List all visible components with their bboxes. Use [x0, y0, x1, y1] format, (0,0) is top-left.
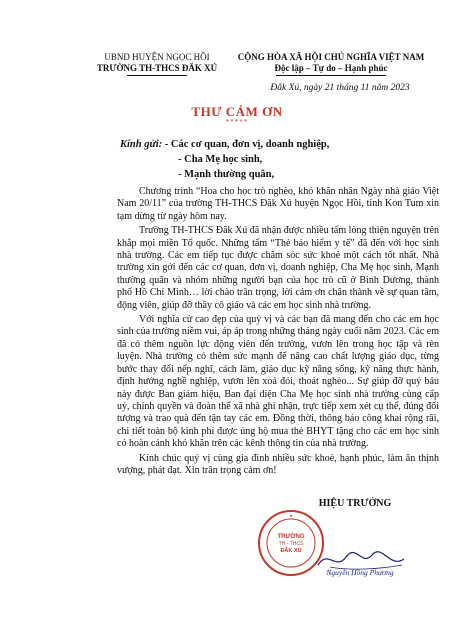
greeting-label: Kính gửi:: [120, 139, 163, 150]
letter-title: THƯ CẢM ƠN: [191, 104, 283, 119]
letter-date: Đắk Xú, ngày 21 tháng 11 năm 2023: [270, 83, 410, 93]
body-paragraph: Với nghĩa cử cao đẹp của quý vị và các bạn đã mang đến cho các em học sinh của trường niềm vui, áp áp trong những tháng ngày cuối năm 2023. Các em đã có thêm nguồn lực động viên đến trường, vươn lên trong học tập và rèn luyện. Nhà trường có thêm sức mạnh để nâng cao chất lượng giáo dục, từng bước thay đổi nếp nghĩ, cách làm, giáo dục kỹ năng sống, kỹ năng thực hành, định hướng nghề nghiệp, vươn lên xoá đói, thoát nghèo... Sự giúp đỡ quý báu này được Ban giám hiệu, Ban đại diện Cha Mẹ học sinh nhà trường cùng cấp uỷ, chính quyền và đoàn thể xã nhà ghi nhận, trực tiếp xem xét cụ thể, đúng đối tượng và trao quà đến tận tay các em. Đồng thời, thông báo công khai rộng rãi, chi tiết toàn bộ kinh phí được ủng hộ mua thẻ BHYT tặng cho các em học sinh có hoàn cảnh khó khăn trên các kênh thông tin của nhà trường.: [117, 314, 439, 450]
header-left-rule: [127, 75, 187, 76]
district-name: UBND HUYỆN NGỌC HỒI: [104, 52, 210, 62]
national-header: [228, 52, 434, 76]
signer-name: Nguyễn Hồng Phương: [326, 568, 394, 577]
signer-title: HIỆU TRƯỞNG: [318, 498, 392, 509]
body-paragraph: Chương trình “Hoa cho học trò nghèo, khó khăn nhân Ngày nhà giáo Việt Nam 20/11” của trường TH-THCS Đăk Xú huyện Ngọc Hồi, tỉnh Kon Tum xin tạm dừng từ ngày hôm nay.: [117, 186, 439, 222]
national-motto: Độc lập – Tự do – Hạnh phúc: [274, 63, 388, 73]
svg-text:TH - THCS: TH - THCS: [278, 541, 304, 547]
svg-text:★: ★: [289, 513, 293, 518]
svg-text:ĐĂK XÚ: ĐĂK XÚ: [280, 548, 302, 554]
letter-body: [117, 186, 439, 479]
svg-text:TRƯỜNG: TRƯỜNG: [277, 534, 305, 540]
national-title: CỘNG HÒA XÃ HỘI CHỦ NGHĨA VIỆT NAM: [237, 52, 425, 62]
greeting-block: [120, 137, 329, 182]
body-paragraph: Trường TH-THCS Đăk Xú đã nhận được nhiều tấm lòng thiện nguyện trên khắp mọi miền Tổ quốc. Những tấm “Thẻ bảo hiểm y tế” đã đến với học sinh nhà trường. Các em tiếp tục được chăm sóc sức khoẻ một cách tốt nhất. Nhà trường xin gởi đến các cơ quan, đơn vị, doanh nghiệp, Cha Mẹ học sinh, Mạnh thường quân và nhóm những người bạn của học trò cũ ở Bình Dương, thành phố Hồ Chí Minh… lời chào trân trọng, lời cảm ơn chân thành về sự quan tâm, động viên, giúp đỡ thầy cô giáo và các em học sinh nhà trường.: [117, 225, 439, 311]
school-name: TRƯỜNG TH-THCS ĐĂK XÚ: [96, 63, 218, 73]
greeting-item: - Các cơ quan, đơn vị, doanh nghiệp,: [164, 139, 330, 150]
school-header: [82, 52, 232, 76]
header-right-rule: [276, 75, 386, 76]
title-stars: *****: [225, 118, 249, 126]
greeting-item: - Cha Mẹ học sinh,: [178, 154, 263, 165]
greeting-item: - Mạnh thường quân,: [178, 169, 275, 180]
body-paragraph: Kính chúc quý vị cùng gia đình nhiều sức khoẻ, hạnh phúc, làm ăn thịnh vượng, phát đạt. Xin trân trọng cảm ơn!: [117, 452, 439, 476]
